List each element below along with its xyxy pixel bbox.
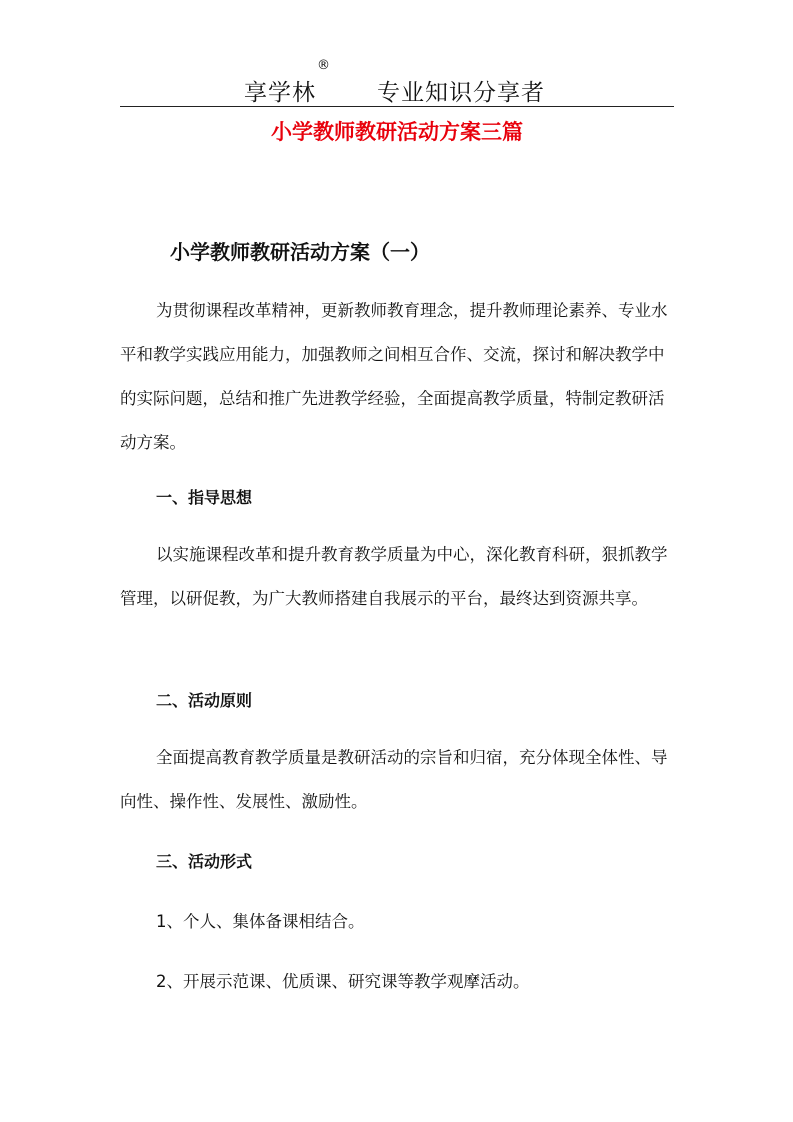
document-title: 小学教师教研活动方案三篇	[271, 120, 523, 144]
section-title: 小学教师教研活动方案（一）	[170, 240, 430, 264]
guiding-heading: 一、指导思想	[156, 488, 253, 507]
principles-paragraph: 全面提高教育教学质量是教研活动的宗旨和归宿，充分体现全体性、导向性、操作性、发展性、激励性。	[120, 748, 668, 811]
list-item: 1、个人、集体备课相结合。	[156, 912, 365, 931]
list-item: 2、开展示范课、优质课、研究课等教学观摩活动。	[156, 972, 530, 991]
registered-mark: ®	[317, 58, 330, 73]
forms-heading: 三、活动形式	[156, 852, 253, 871]
guiding-paragraph: 以实施课程改革和提升教育教学质量为中心，深化教育科研，狠抓教学管理，以研促教，为广大教师搭建自我展示的平台，最终达到资源共享。	[120, 545, 668, 608]
brand-name: 享学林	[244, 80, 316, 106]
intro-paragraph: 为贯彻课程改革精神，更新教师教育理念，提升教师理论素养、专业水平和教学实践应用能力，加强教师之间相互合作、交流，探讨和解决教学中的实际问题，总结和推广先进教学经验，全面提高教学质量，特制定教研活动方案。	[120, 301, 668, 452]
page-header	[120, 54, 674, 107]
principles-heading: 二、活动原则	[156, 691, 253, 710]
brand-tagline: 专业知识分享者	[377, 80, 545, 106]
